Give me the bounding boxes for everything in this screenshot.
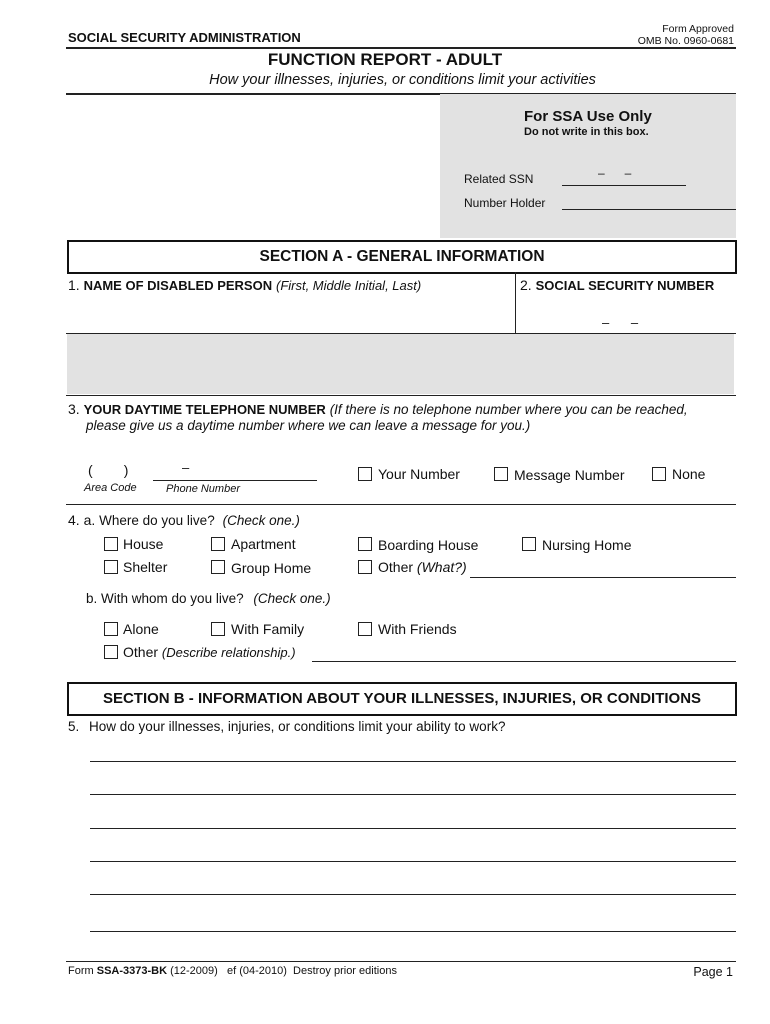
section-b-header <box>67 682 737 716</box>
q3-label <box>68 401 688 417</box>
with-friends-label: With Friends <box>378 621 457 637</box>
ssa-box-title: For SSA Use Only <box>524 108 652 125</box>
ssn-field[interactable] <box>520 296 734 332</box>
with-other-text: Other <box>123 644 159 660</box>
name-field[interactable] <box>66 292 514 332</box>
live-other-field[interactable] <box>470 577 736 578</box>
your-number-checkbox[interactable] <box>358 467 372 481</box>
with-other-label <box>123 644 296 660</box>
boarding-house-label: Boarding House <box>378 537 479 553</box>
q1-hint: (First, Middle Initial, Last) <box>275 278 422 293</box>
gray-shaded-box <box>67 334 734 394</box>
alone-checkbox[interactable] <box>104 622 118 636</box>
q5-answer-line[interactable] <box>90 761 736 762</box>
form-edition: (12-2009) ef (04-2010) Destroy prior editions <box>170 965 397 977</box>
with-other-hint: (Describe relationship.) <box>161 645 296 660</box>
omb-number: OMB No. 0960-0681 <box>637 35 734 47</box>
form-approved-text: Form Approved <box>662 23 734 35</box>
q3-bottom-rule <box>66 504 736 505</box>
form-approval <box>638 23 734 47</box>
form-identifier <box>68 965 397 977</box>
q4b-label <box>86 591 331 606</box>
area-code-parens: ( ) <box>88 462 129 478</box>
with-friends-checkbox[interactable] <box>358 622 372 636</box>
header-rule <box>66 47 736 49</box>
footer-rule <box>66 961 736 962</box>
live-other-hint: (What?) <box>416 559 467 575</box>
gray-box-bottom-rule <box>66 395 736 396</box>
area-code-caption: Area Code <box>84 482 137 494</box>
agency-name: SOCIAL SECURITY ADMINISTRATION <box>68 30 301 45</box>
with-other-checkbox[interactable] <box>104 645 118 659</box>
q5-question: How do your illnesses, injuries, or conditions limit your ability to work? <box>89 719 506 734</box>
number-holder-field[interactable] <box>562 209 736 210</box>
section-a-title: SECTION A - GENERAL INFORMATION <box>259 248 545 265</box>
message-number-checkbox[interactable] <box>494 467 508 481</box>
phone-number-field[interactable] <box>153 480 317 481</box>
q2-number: 2. <box>520 277 532 293</box>
q5-label <box>68 719 505 734</box>
q5-answer-line[interactable] <box>90 861 736 862</box>
ssa-box-note: Do not write in this box. <box>524 126 649 138</box>
live-other-checkbox[interactable] <box>358 560 372 574</box>
alone-label: Alone <box>123 621 159 637</box>
boarding-house-checkbox[interactable] <box>358 537 372 551</box>
none-checkbox[interactable] <box>652 467 666 481</box>
q1-label <box>68 277 421 293</box>
house-label: House <box>123 536 164 552</box>
q5-answer-line[interactable] <box>90 794 736 795</box>
apartment-checkbox[interactable] <box>211 537 225 551</box>
with-other-field[interactable] <box>312 661 736 662</box>
q4a-question: Where do you live? <box>99 513 215 528</box>
q3-number: 3. <box>68 401 80 417</box>
q1-number: 1. <box>68 277 80 293</box>
q3-title: YOUR DAYTIME TELEPHONE NUMBER <box>83 402 326 417</box>
number-holder-label: Number Holder <box>464 196 546 210</box>
none-label: None <box>672 466 706 482</box>
related-ssn-dashes: – – <box>598 166 632 180</box>
q4b-hint: (Check one.) <box>253 591 331 606</box>
q5-answer-line[interactable] <box>90 828 736 829</box>
with-family-label: With Family <box>231 621 305 637</box>
with-family-checkbox[interactable] <box>211 622 225 636</box>
q3-hint-line1: (If there is no telephone number where you can be reached, <box>329 402 688 417</box>
related-ssn-field[interactable] <box>562 185 686 186</box>
page-subtitle: How your illnesses, injuries, or conditions limit your activities <box>209 72 596 88</box>
group-home-label: Group Home <box>231 560 312 576</box>
section-b-title: SECTION B - INFORMATION ABOUT YOUR ILLNESSES, INJURIES, OR CONDITIONS <box>102 690 702 707</box>
q1-q2-divider <box>515 272 516 333</box>
ssa-use-only-box <box>440 94 736 238</box>
q5-answer-line[interactable] <box>90 894 736 895</box>
group-home-checkbox[interactable] <box>211 560 225 574</box>
page-title: FUNCTION REPORT - ADULT <box>267 50 503 69</box>
q4b-prefix: b. <box>86 591 98 606</box>
q4b-question: With whom do you live? <box>101 591 244 606</box>
q3-hint-line2: please give us a daytime number where we can leave a message for you.) <box>86 418 531 433</box>
q4a-label <box>68 512 300 528</box>
form-id: SSA-3373-BK <box>96 965 168 977</box>
q4a-prefix: 4. a. <box>68 512 96 528</box>
nursing-home-checkbox[interactable] <box>522 537 536 551</box>
shelter-label: Shelter <box>123 559 168 575</box>
live-other-label <box>378 559 467 575</box>
your-number-label: Your Number <box>378 466 460 482</box>
q5-answer-line[interactable] <box>90 931 736 932</box>
shelter-checkbox[interactable] <box>104 560 118 574</box>
phone-number-caption: Phone Number <box>166 483 240 495</box>
house-checkbox[interactable] <box>104 537 118 551</box>
phone-dash: – <box>182 460 190 475</box>
nursing-home-label: Nursing Home <box>542 537 632 553</box>
section-a-header <box>67 240 737 274</box>
q1-title: NAME OF DISABLED PERSON <box>83 278 273 293</box>
apartment-label: Apartment <box>231 536 296 552</box>
form-prefix: Form <box>68 965 94 977</box>
q2-label <box>520 277 714 293</box>
ssn-dashes: – – <box>602 315 639 330</box>
message-number-label: Message Number <box>514 467 625 483</box>
related-ssn-label: Related SSN <box>464 172 534 186</box>
live-other-text: Other <box>378 559 414 575</box>
q4a-hint: (Check one.) <box>222 513 300 528</box>
page-number: Page 1 <box>693 965 733 979</box>
q5-number: 5. <box>68 719 80 734</box>
q2-title: SOCIAL SECURITY NUMBER <box>535 278 715 293</box>
